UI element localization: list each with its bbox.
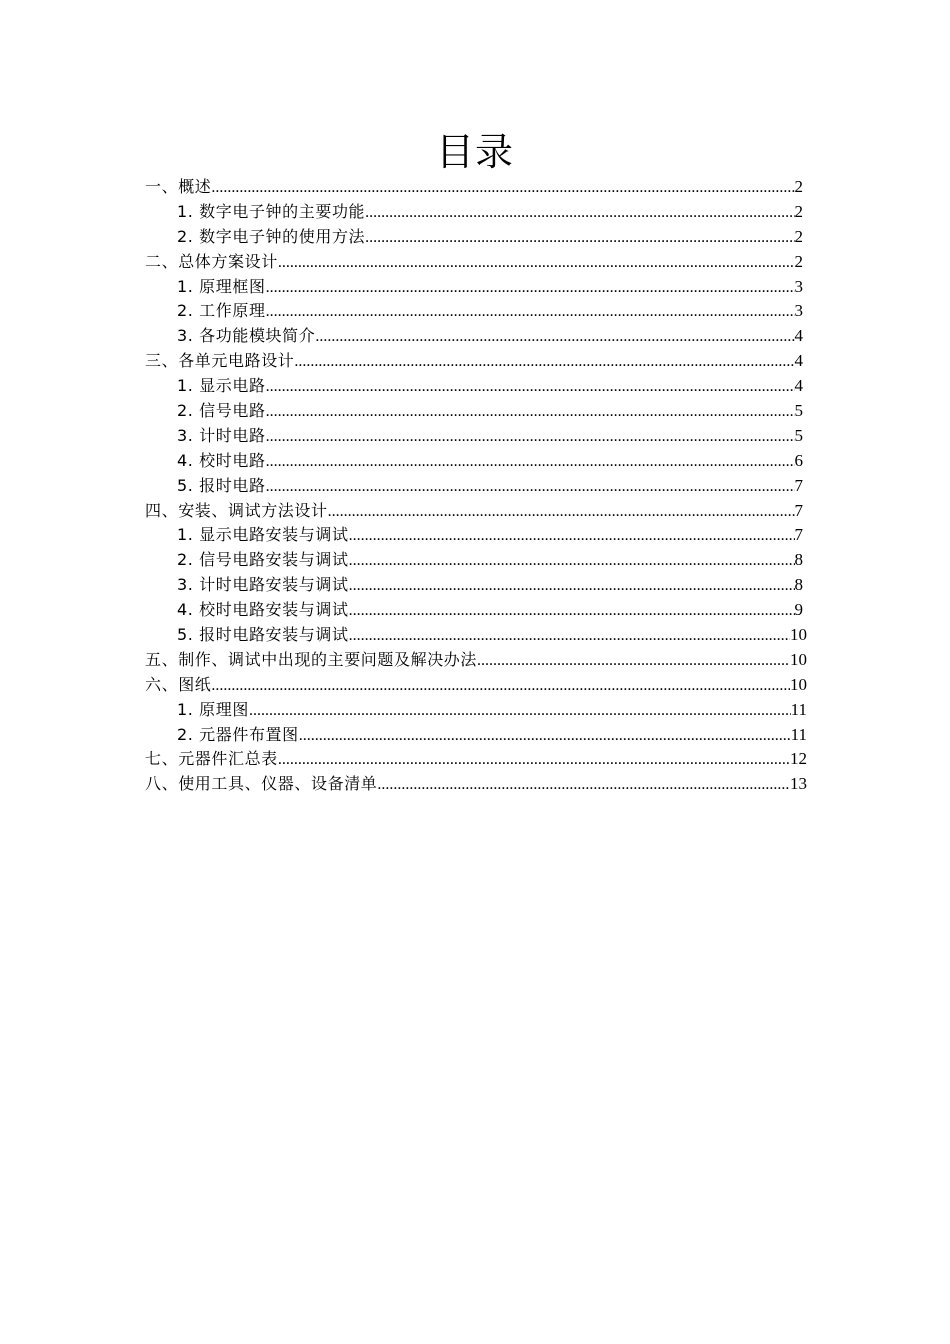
toc-entry-label: 二、总体方案设计 — [145, 251, 278, 271]
toc-dot-leader — [349, 624, 790, 649]
toc-chapter-entry[interactable] — [145, 772, 807, 797]
toc-dot-leader — [294, 350, 794, 375]
toc-entry-label: 一、概述 — [145, 177, 212, 196]
toc-entry-label: 5. 报时电路安装与调试 — [177, 625, 349, 645]
toc-entry-label: 1. 原理框图 — [177, 276, 266, 296]
toc-section-entry[interactable] — [145, 374, 807, 399]
toc-entry-label: 三、各单元电路设计 — [145, 351, 295, 371]
toc-section-entry[interactable] — [145, 698, 807, 723]
toc-dot-leader — [299, 724, 791, 749]
toc-section-entry[interactable] — [145, 200, 807, 225]
table-of-contents — [145, 175, 807, 797]
toc-title: 目录 — [435, 130, 514, 174]
toc-dot-leader — [266, 450, 795, 475]
toc-entry-label: 2. 元器件布置图 — [177, 724, 299, 744]
toc-section-entry[interactable] — [145, 474, 807, 499]
toc-chapter-entry[interactable] — [145, 673, 807, 698]
toc-dot-leader — [249, 699, 791, 724]
toc-section-entry[interactable] — [145, 225, 807, 250]
toc-dot-leader — [365, 201, 794, 226]
toc-chapter-entry[interactable] — [145, 499, 807, 524]
toc-dot-leader — [266, 276, 795, 301]
toc-entry-label: 四、安装、调试方法设计 — [145, 500, 328, 520]
toc-dot-leader — [211, 176, 794, 201]
toc-dot-leader — [349, 549, 795, 574]
toc-dot-leader — [477, 649, 790, 674]
toc-section-entry[interactable] — [145, 598, 807, 623]
toc-section-entry[interactable] — [145, 573, 807, 598]
toc-entry-label: 3. 各功能模块简介 — [177, 326, 316, 346]
toc-page-number: 4 — [794, 351, 803, 371]
toc-chapter-entry[interactable] — [145, 250, 807, 275]
toc-entry-label: 3. 计时电路 — [177, 425, 266, 445]
toc-dot-leader — [365, 226, 794, 251]
toc-page-number: 3 — [794, 276, 803, 296]
toc-page-number: 8 — [794, 550, 803, 570]
toc-page-number: 2 — [794, 177, 803, 196]
toc-dot-leader — [349, 599, 795, 624]
toc-chapter-entry[interactable] — [145, 175, 807, 200]
toc-section-entry[interactable] — [145, 299, 807, 324]
toc-dot-leader — [349, 574, 795, 599]
toc-page-number: 7 — [794, 525, 803, 545]
toc-page-number: 4 — [794, 326, 803, 346]
toc-dot-leader — [315, 325, 794, 350]
toc-page-number: 3 — [794, 301, 803, 321]
toc-page-number: 10 — [790, 674, 807, 694]
toc-dot-leader — [266, 400, 795, 425]
toc-entry-label: 1. 数字电子钟的主要功能 — [177, 201, 366, 221]
toc-section-entry[interactable] — [145, 399, 807, 424]
toc-page-number: 2 — [794, 201, 803, 221]
toc-page-number: 2 — [794, 251, 803, 271]
toc-section-entry[interactable] — [145, 424, 807, 449]
toc-entry-label: 六、图纸 — [145, 674, 212, 694]
toc-page-number: 9 — [794, 600, 803, 620]
toc-page-number: 11 — [790, 699, 807, 719]
toc-page-number: 8 — [794, 575, 803, 595]
toc-entry-label: 1. 显示电路 — [177, 376, 266, 396]
toc-entry-label: 2. 数字电子钟的使用方法 — [177, 226, 366, 246]
toc-page-number: 13 — [790, 774, 807, 794]
toc-entry-label: 4. 校时电路安装与调试 — [177, 600, 349, 620]
toc-dot-leader — [211, 674, 790, 699]
toc-section-entry[interactable] — [145, 324, 807, 349]
toc-chapter-entry[interactable] — [145, 747, 807, 772]
toc-entry-label: 5. 报时电路 — [177, 475, 266, 495]
toc-entry-label: 2. 信号电路 — [177, 401, 266, 421]
toc-page-number: 4 — [794, 376, 803, 396]
toc-section-entry[interactable] — [145, 723, 807, 748]
toc-page-number: 10 — [790, 649, 807, 669]
toc-section-entry[interactable] — [145, 548, 807, 573]
toc-page-number: 11 — [790, 724, 807, 744]
toc-page-number: 6 — [794, 450, 803, 470]
toc-entry-label: 1. 原理图 — [177, 699, 249, 719]
toc-dot-leader — [266, 425, 795, 450]
toc-dot-leader — [278, 748, 790, 773]
toc-entry-label: 4. 校时电路 — [177, 450, 266, 470]
toc-dot-leader — [377, 773, 790, 798]
toc-section-entry[interactable] — [145, 275, 807, 300]
toc-dot-leader — [266, 300, 795, 325]
toc-chapter-entry[interactable] — [145, 648, 807, 673]
toc-page-number: 7 — [794, 500, 803, 520]
toc-page-number: 2 — [794, 226, 803, 246]
toc-dot-leader — [266, 475, 795, 500]
toc-page-number: 5 — [794, 401, 803, 421]
toc-dot-leader — [266, 375, 795, 400]
toc-dot-leader — [278, 251, 795, 276]
toc-chapter-entry[interactable] — [145, 349, 807, 374]
toc-entry-label: 2. 信号电路安装与调试 — [177, 550, 349, 570]
toc-dot-leader — [328, 500, 795, 525]
toc-page-number: 7 — [794, 475, 803, 495]
toc-section-entry[interactable] — [145, 623, 807, 648]
toc-page-number: 10 — [790, 625, 807, 645]
toc-page-number: 5 — [794, 425, 803, 445]
toc-entry-label: 3. 计时电路安装与调试 — [177, 575, 349, 595]
toc-entry-label: 1. 显示电路安装与调试 — [177, 525, 349, 545]
toc-dot-leader — [349, 524, 795, 549]
toc-page-number: 12 — [790, 749, 807, 769]
toc-entry-label: 八、使用工具、仪器、设备清单 — [145, 774, 378, 794]
toc-entry-label: 七、元器件汇总表 — [145, 749, 278, 769]
toc-section-entry[interactable] — [145, 449, 807, 474]
toc-section-entry[interactable] — [145, 523, 807, 548]
toc-entry-label: 2. 工作原理 — [177, 301, 266, 321]
toc-entry-label: 五、制作、调试中出现的主要问题及解决办法 — [145, 649, 478, 669]
